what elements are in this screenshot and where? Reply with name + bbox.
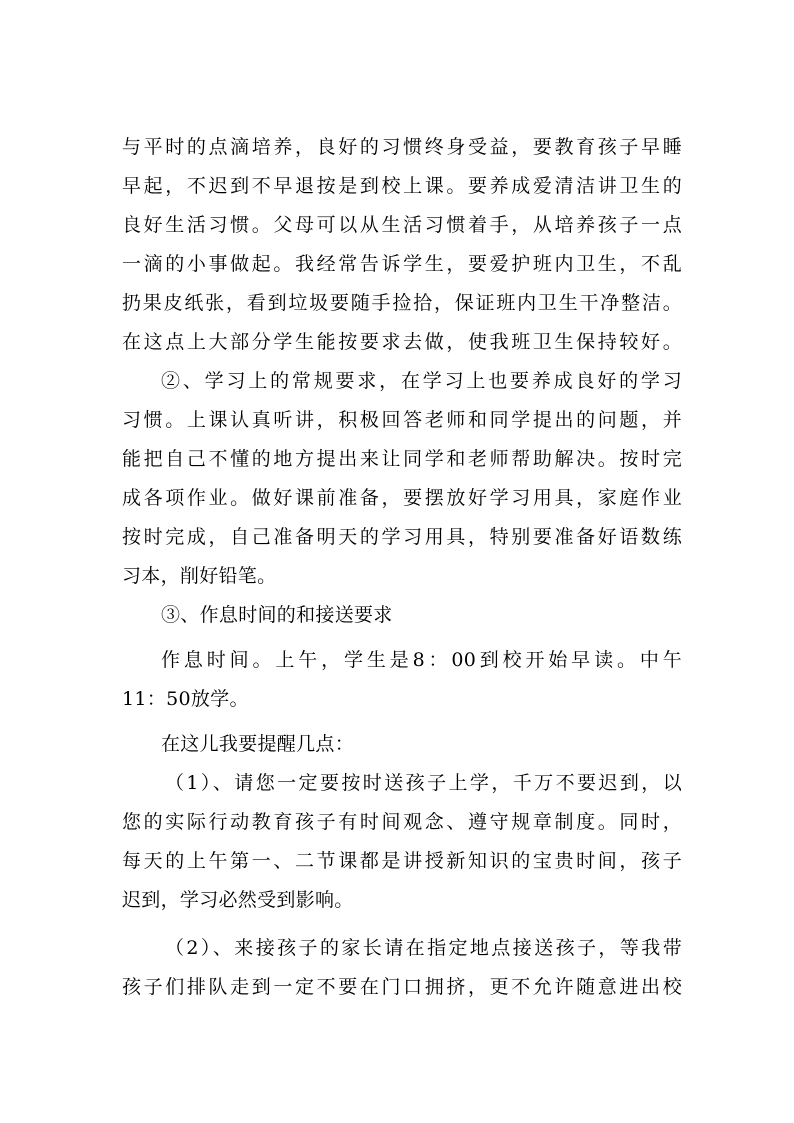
section-heading-line: ③、作息时间的和接送要求: [161, 604, 393, 626]
paragraph-line: 习惯。上课认真听讲，积极回答老师和同学提出的问题，并: [122, 409, 682, 431]
paragraph-line: 作息时间。上午，学生是8：00到校开始早读。中午: [161, 649, 682, 671]
paragraph-line: 孩子们排队走到一定不要在门口拥挤，更不允许随意进出校: [122, 976, 682, 998]
paragraph-line: 早起，不迟到不早退按是到校上课。要养成爱清洁讲卫生的: [122, 175, 682, 197]
paragraph-line: 能把自己不懂的地方提出来让同学和老师帮助解决。按时完: [122, 448, 682, 470]
paragraph-line: 一滴的小事做起。我经常告诉学生，要爱护班内卫生，不乱: [122, 253, 682, 275]
paragraph-line: 11：50放学。: [122, 688, 249, 710]
paragraph-line: 扔果皮纸张，看到垃圾要随手捡拾，保证班内卫生干净整洁。: [122, 292, 682, 314]
paragraph-line: 迟到，学习必然受到影响。: [122, 889, 354, 911]
paragraph-line: 在这儿我要提醒几点：: [161, 733, 355, 755]
paragraph-line: 您的实际行动教育孩子有时间观念、遵守规章制度。同时，: [122, 811, 682, 833]
paragraph-line: 与平时的点滴培养，良好的习惯终身受益，要教育孩子早睡: [122, 136, 682, 158]
paragraph-line: 在这点上大部分学生能按要求去做，使我班卫生保持较好。: [122, 331, 682, 353]
paragraph-line: 良好生活习惯。父母可以从生活习惯着手，从培养孩子一点: [122, 214, 682, 236]
paragraph-line: 按时完成，自己准备明天的学习用具，特别要准备好语数练: [122, 526, 682, 548]
paragraph-line: 习本，削好铅笔。: [122, 565, 277, 587]
paragraph-line: 成各项作业。做好课前准备，要摆放好学习用具，家庭作业: [122, 487, 682, 509]
list-item-line: （1）、请您一定要按时送孩子上学，千万不要迟到，以: [165, 772, 682, 794]
paragraph-line: 每天的上午第一、二节课都是讲授新知识的宝贵时间，孩子: [122, 850, 682, 872]
section-heading-line: ②、学习上的常规要求，在学习上也要养成良好的学习: [161, 370, 682, 392]
list-item-line: （2）、来接孩子的家长请在指定地点接送孩子，等我带: [165, 937, 682, 959]
